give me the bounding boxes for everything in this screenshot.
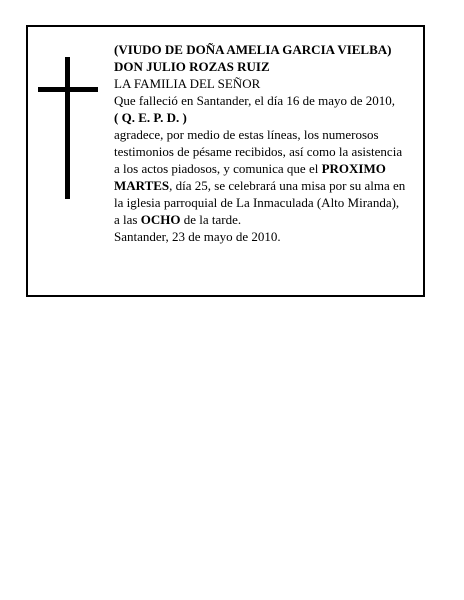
body-line-6 xyxy=(114,211,420,228)
body-line-6-post: de la tarde. xyxy=(180,212,242,227)
body-line-1: agradece, por medio de estas líneas, los numerosos xyxy=(114,127,379,142)
body-line-5: la iglesia parroquial de La Inmaculada (Alto Miranda), xyxy=(114,195,400,210)
family-line: LA FAMILIA DEL SEÑOR xyxy=(114,76,261,91)
body-line-3-text: a los actos piadosos, y comunica que el xyxy=(114,161,322,176)
death-line: Que falleció en Santander, el día 16 de mayo de 2010, xyxy=(114,93,396,108)
body-line-3 xyxy=(114,160,420,177)
body-line-6-pre: a las xyxy=(114,212,141,227)
time-emphasis: OCHO xyxy=(140,212,181,227)
closing-line: Santander, 23 de mayo de 2010. xyxy=(114,229,281,244)
cross-horizontal-bar xyxy=(38,87,98,92)
widower-of-line: (VIUDO DE DOÑA AMELIA GARCIA VIELBA) xyxy=(114,42,392,57)
cross-vertical-bar xyxy=(65,57,70,199)
deceased-name: DON JULIO ROZAS RUIZ xyxy=(114,59,270,74)
next-day-emphasis: PROXIMO xyxy=(321,161,386,176)
body-line-2: testimonios de pésame recibidos, así como la asistencia xyxy=(114,144,403,159)
notice-text xyxy=(114,41,420,245)
latin-cross-icon xyxy=(38,57,98,199)
body-line-4 xyxy=(114,177,420,194)
weekday-emphasis: MARTES xyxy=(114,178,170,193)
rip-line: ( Q. E. P. D. ) xyxy=(114,110,187,125)
body-line-4-text: , día 25, se celebrará una misa por su alma en xyxy=(169,178,406,193)
obituary-notice xyxy=(26,25,425,297)
